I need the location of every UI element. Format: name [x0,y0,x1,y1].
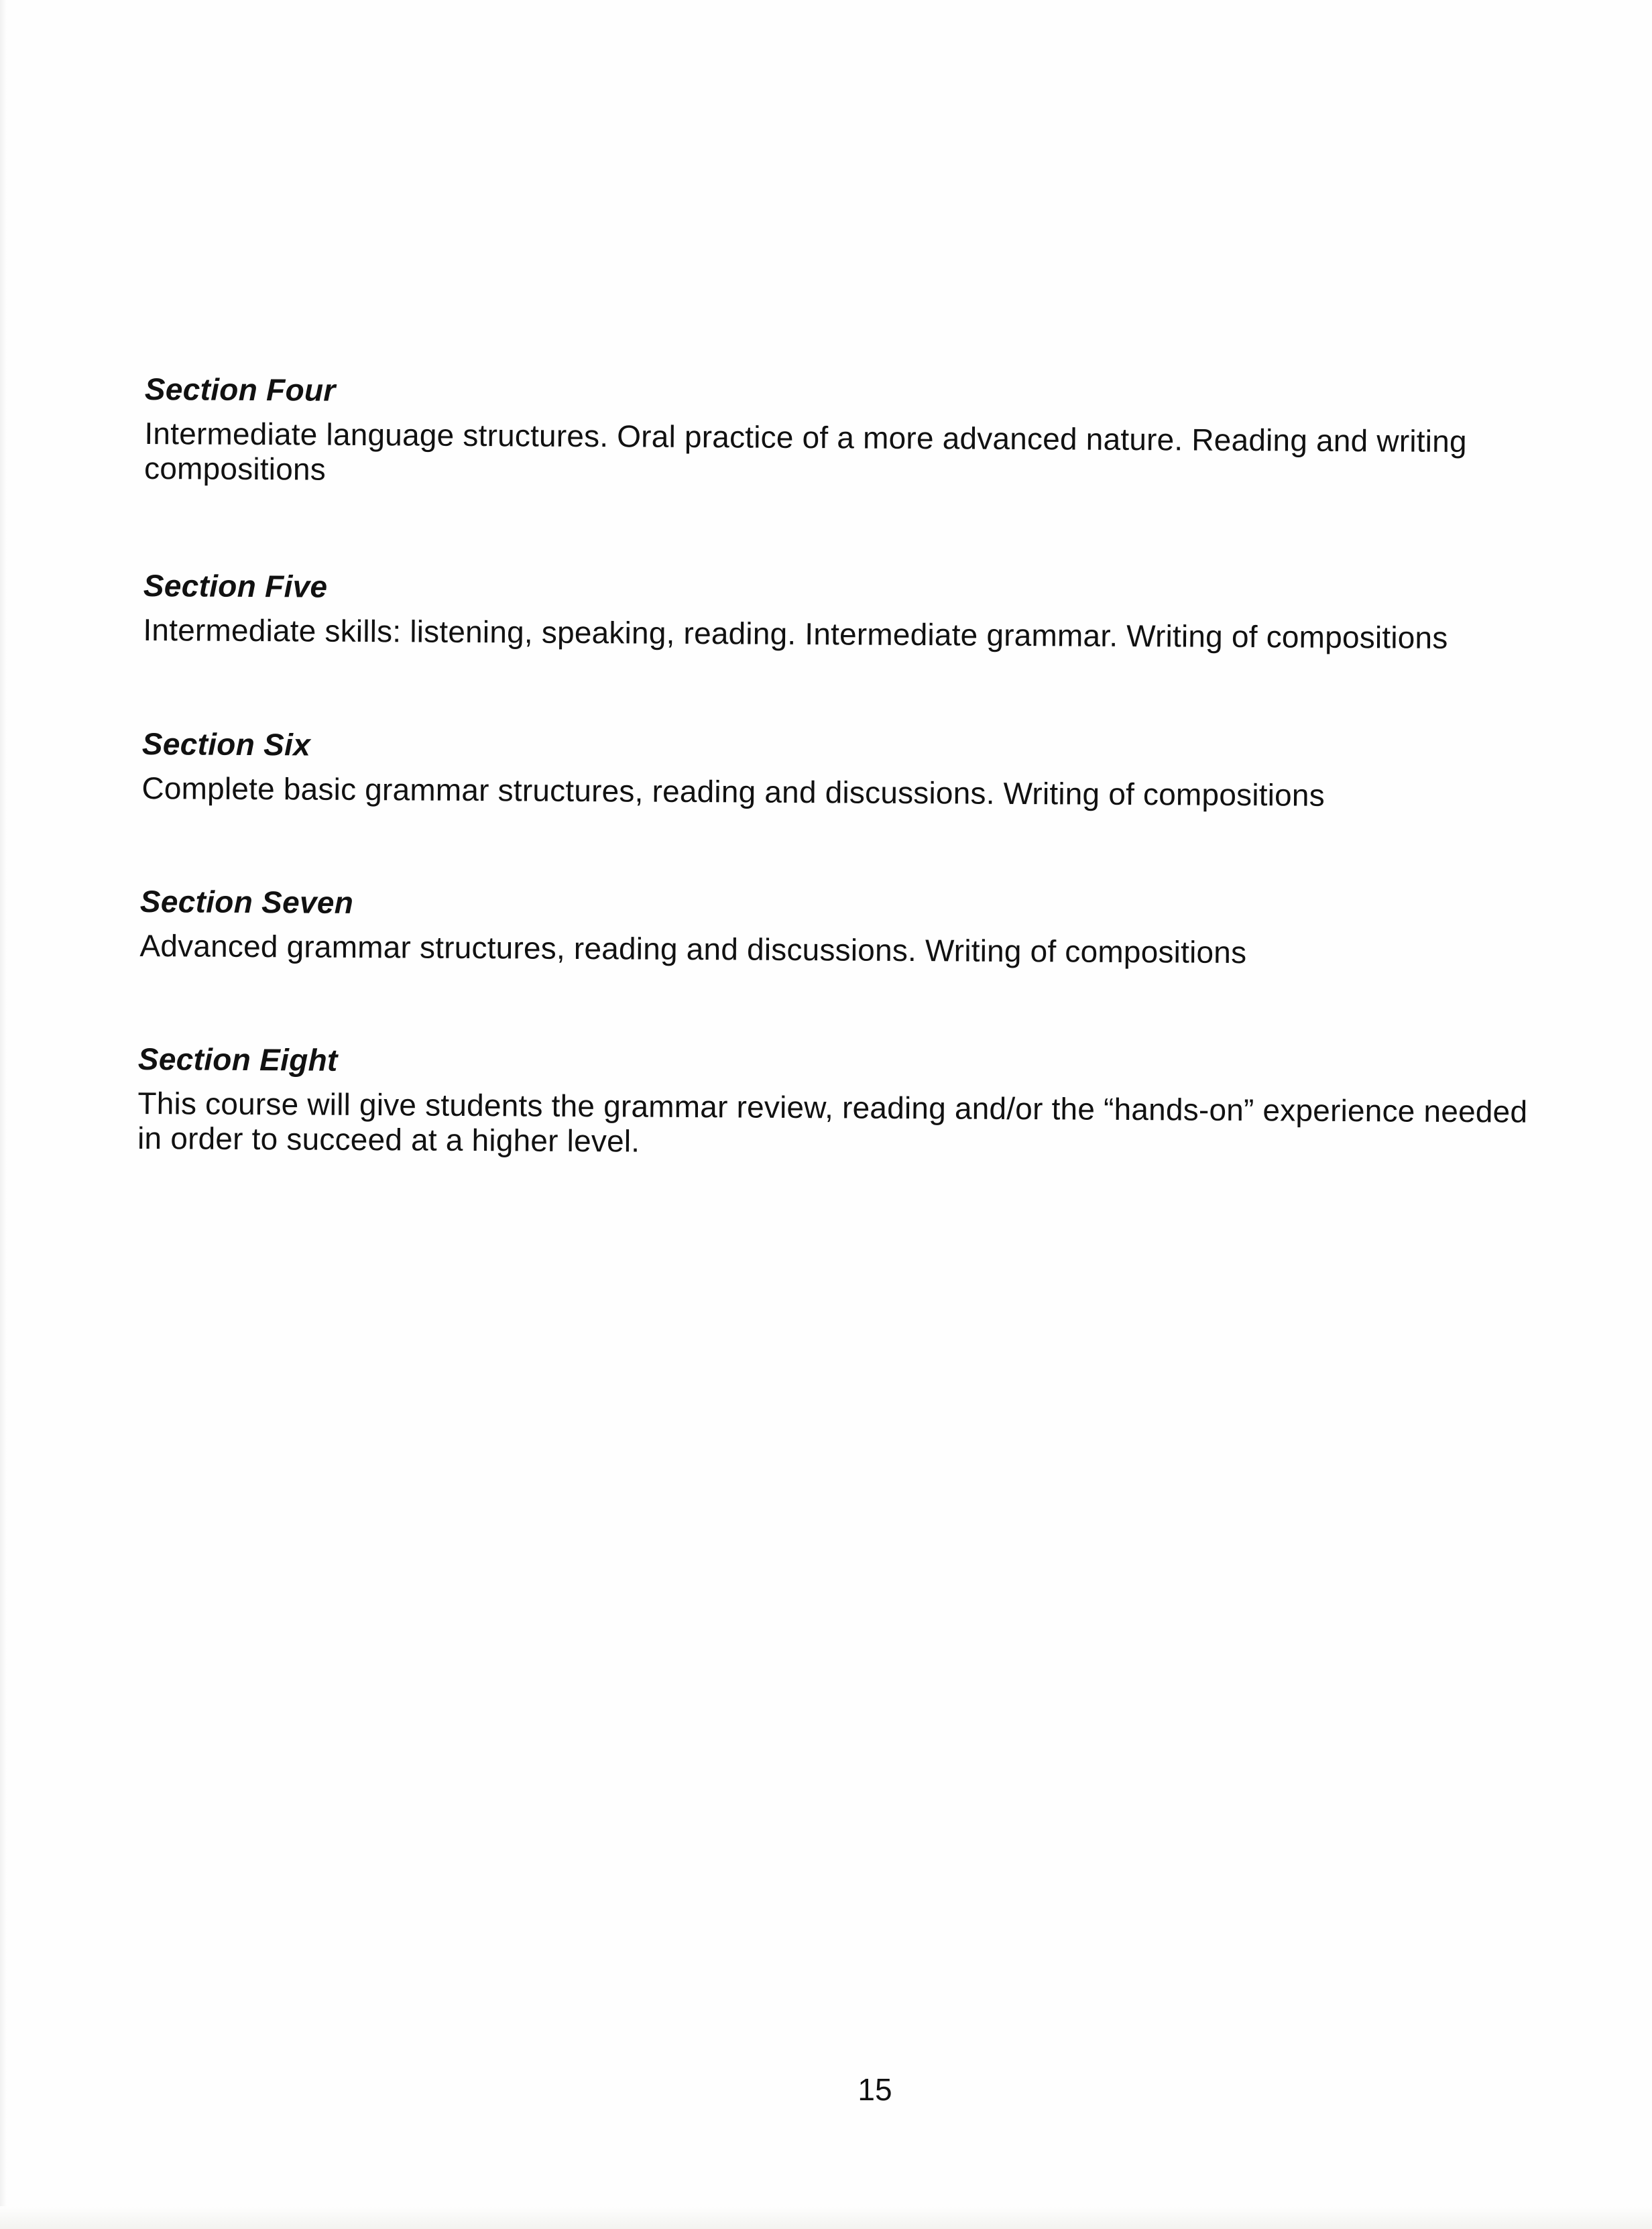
scan-edge-bottom [0,2206,1652,2229]
section-heading: Section Six [141,726,311,762]
section-description: This course will give students the grammar review, reading and/or the “hands-on” experience needed in order to succeed at a higher level. [137,1085,1528,1159]
section-heading: Section Eight [137,1041,338,1078]
section-eight [137,1040,1613,1164]
section-description: Intermediate skills: listening, speaking, reading. Intermediate grammar. Writing of compositions [143,612,1448,655]
section-description: Advanced grammar structures, reading and discussions. Writing of compositions [139,927,1247,970]
section-heading: Section Seven [139,884,354,920]
section-five [143,567,1618,656]
page-number: 15 [858,2072,892,2107]
section-heading: Section Five [143,567,328,604]
section-description: Complete basic grammar structures, reading and discussions. Writing of compositions [141,770,1325,813]
section-description: Intermediate language structures. Oral practice of a more advanced nature. Reading and writing compositions [143,415,1467,487]
section-four [144,370,1620,494]
section-heading: Section Four [144,371,336,408]
section-seven [139,882,1615,972]
scan-edge-left [0,0,7,2229]
section-six [141,725,1617,814]
